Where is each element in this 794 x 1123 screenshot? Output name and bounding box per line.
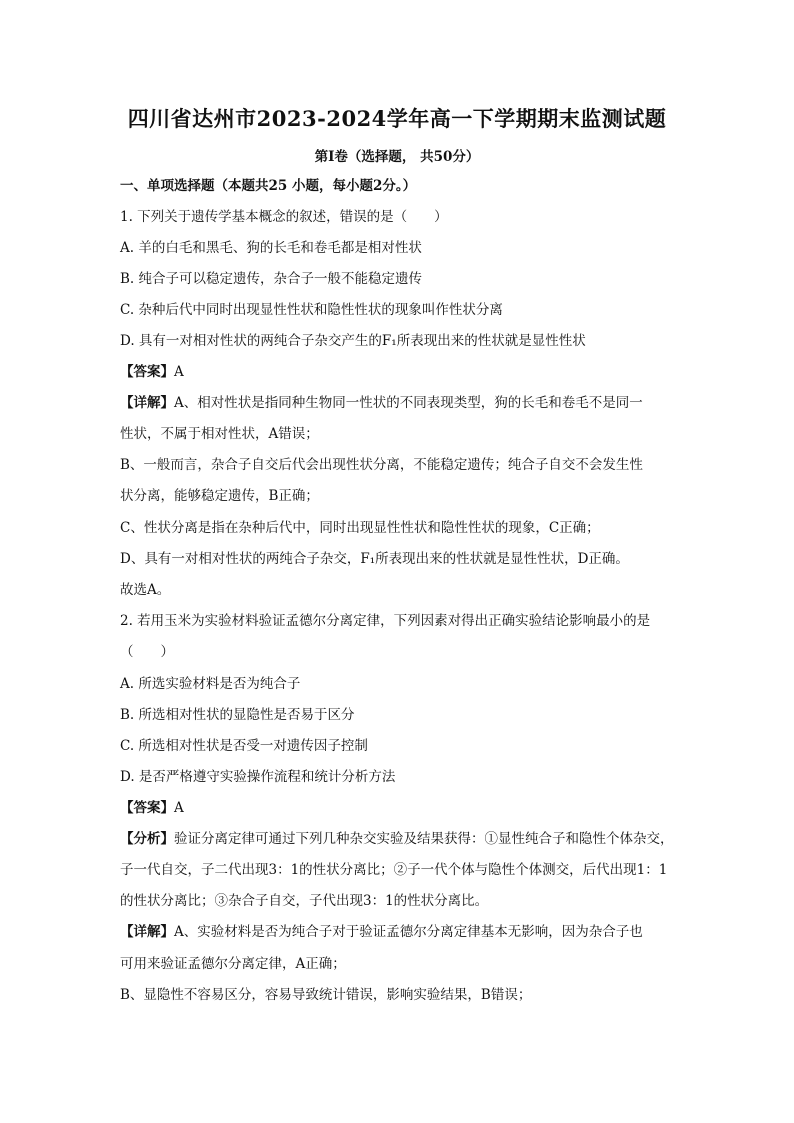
q1-option-b: B. 纯合子可以稳定遗传，杂合子一般不能稳定遗传 [120,271,423,287]
q2-detail-line: 可用来验证孟德尔分离定律，A正确； [120,956,346,972]
q1-option-c: C. 杂种后代中同时出现显性性状和隐性性状的现象叫作性状分离 [120,302,503,318]
page-title: 四川省达州市2023-2024学年高一下学期期末监测试题 [127,106,667,131]
q1-detail-line: C、性状分离是指在杂种后代中，同时出现显性性状和隐性性状的现象，C正确； [120,520,600,536]
answer-label: 【答案】 [120,364,174,380]
q2-option-d: D. 是否严格遵守实验操作流程和统计分析方法 [120,769,396,785]
q2-analysis-line [120,830,674,848]
q1-detail-line: 故选A。 [120,582,171,598]
detail-text: A、相对性状是指同种生物同一性状的不同表现类型，狗的长毛和卷毛不是同一 [174,395,643,411]
answer-value: A [174,364,184,380]
analysis-text: 验证分离定律可通过下列几种杂交实验及结果获得：①显性纯合子和隐性个体杂交， [174,831,674,847]
q2-option-b: B. 所选相对性状的显隐性是否易于区分 [120,707,355,723]
q2-stem: （ ） [120,644,174,660]
answer-label: 【答案】 [120,800,174,816]
q2-option-a: A. 所选实验材料是否为纯合子 [120,676,301,692]
analysis-label: 【分析】 [120,831,174,847]
q2-analysis-line: 的性状分离比；③杂合子自交，子代出现3：1的性状分离比。 [120,893,489,909]
q1-detail-line: 状分离，能够稳定遗传，B正确； [120,488,319,504]
page-subtitle: 第Ⅰ卷（选择题， 共50分） [314,149,480,165]
detail-text: A、实验材料是否为纯合子对于验证孟德尔分离定律基本无影响，因为杂合子也 [174,924,643,940]
detail-label: 【详解】 [120,395,174,411]
q1-detail-line: 性状，不属于相对性状，A错误； [120,426,319,442]
q1-option-a: A. 羊的白毛和黑毛、狗的长毛和卷毛都是相对性状 [120,240,422,256]
q1-stem: 1. 下列关于遗传学基本概念的叙述，错误的是（ ） [120,209,448,225]
section-heading: 一、单项选择题（本题共25 小题，每小题2分。） [120,178,417,194]
q2-answer-line [120,799,184,817]
q2-stem: 2. 若用玉米为实验材料验证孟德尔分离定律，下列因素对得出正确实验结论影响最小的是 [120,613,651,629]
q1-answer-line [120,363,184,381]
q2-analysis-line: 子一代自交，子二代出现3：1的性状分离比；②子一代个体与隐性个体测交，后代出现1：1 [120,862,668,878]
q1-option-d: D. 具有一对相对性状的两纯合子杂交产生的F₁所表现出来的性状就是显性性状 [120,333,586,349]
q1-detail-line [120,394,643,412]
q2-option-c: C. 所选相对性状是否受一对遗传因子控制 [120,738,368,754]
answer-value: A [174,800,184,816]
q1-detail-line: B、一般而言，杂合子自交后代会出现性状分离，不能稳定遗传；纯合子自交不会发生性 [120,457,643,473]
detail-label: 【详解】 [120,924,174,940]
q2-detail-line [120,923,643,941]
q2-detail-line: B、显隐性不容易区分，容易导致统计错误，影响实验结果，B错误； [120,987,532,1003]
q1-detail-line: D、具有一对相对性状的两纯合子杂交，F₁所表现出来的性状就是显性性状，D正确。 [120,551,629,567]
